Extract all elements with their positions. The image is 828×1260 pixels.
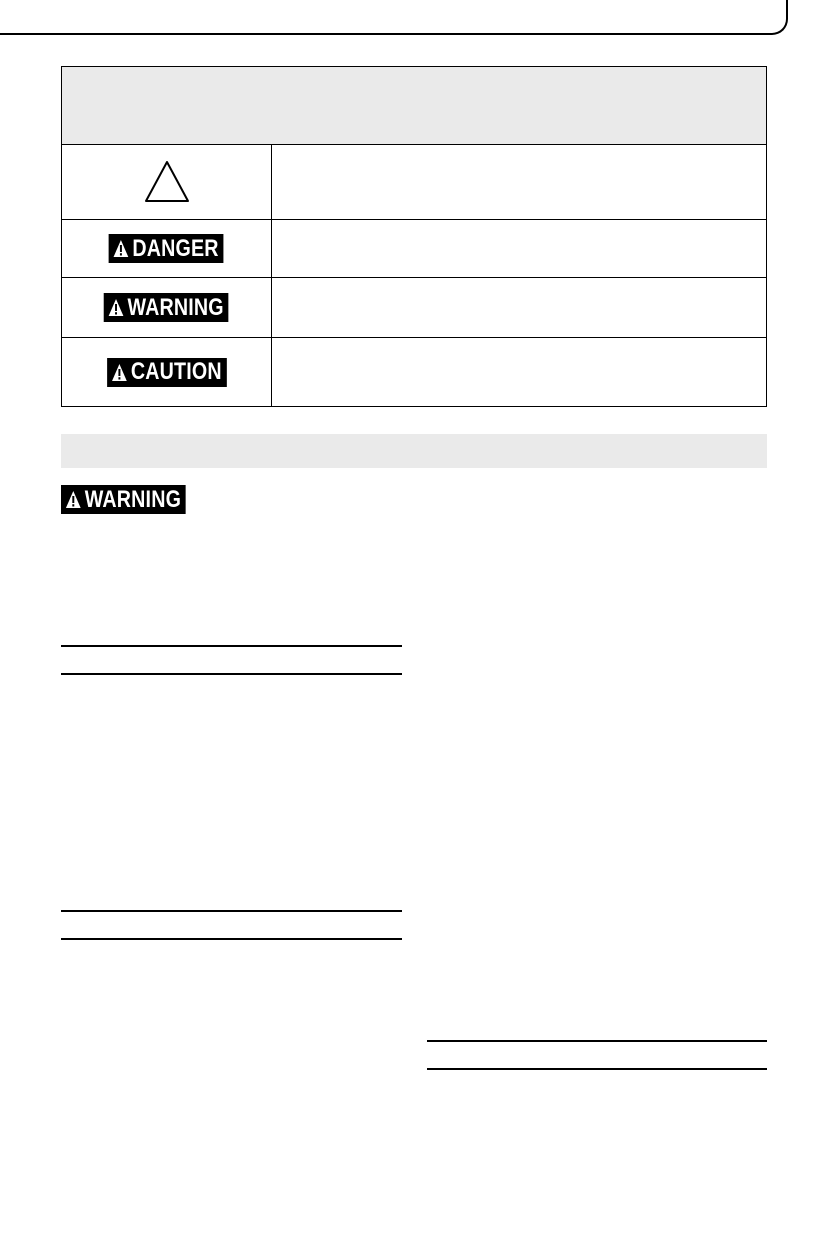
section-heading-band (61, 434, 767, 468)
description-cell (272, 278, 766, 337)
subsection-rule-top (427, 1040, 767, 1042)
warning-label (104, 293, 229, 322)
symbol-cell (62, 278, 272, 337)
symbol-cell (62, 220, 272, 277)
subsection-rule-top (61, 910, 402, 912)
symbol-cell (62, 338, 272, 406)
symbol-cell (62, 145, 272, 219)
exclamation-triangle-icon (65, 490, 81, 509)
table-row-alert-symbol (62, 145, 766, 220)
description-cell (272, 220, 766, 277)
warning-text: WARNING (84, 485, 182, 513)
page-corner-rule (0, 0, 788, 35)
caution-label (107, 358, 227, 387)
exclamation-triangle-icon (113, 239, 129, 258)
description-cell (272, 145, 766, 219)
danger-text: DANGER (132, 234, 220, 262)
description-cell (272, 338, 766, 406)
warning-text: WARNING (127, 293, 225, 321)
table-row-danger (62, 220, 766, 278)
safety-alert-triangle-icon (142, 158, 192, 206)
safety-table-header (62, 67, 766, 145)
table-row-warning (62, 278, 766, 338)
subsection-rule-bottom (427, 1068, 767, 1070)
subsection-rule-bottom (61, 673, 402, 675)
subsection-rule-top (61, 645, 402, 647)
table-row-caution (62, 338, 766, 406)
exclamation-triangle-icon (108, 298, 124, 317)
general-warning-signal (61, 485, 213, 514)
subsection-rule-bottom (61, 938, 402, 940)
safety-symbols-table (61, 66, 767, 407)
exclamation-triangle-icon (111, 363, 127, 382)
caution-text: CAUTION (130, 358, 222, 385)
warning-label (61, 485, 186, 514)
danger-label (109, 234, 224, 263)
